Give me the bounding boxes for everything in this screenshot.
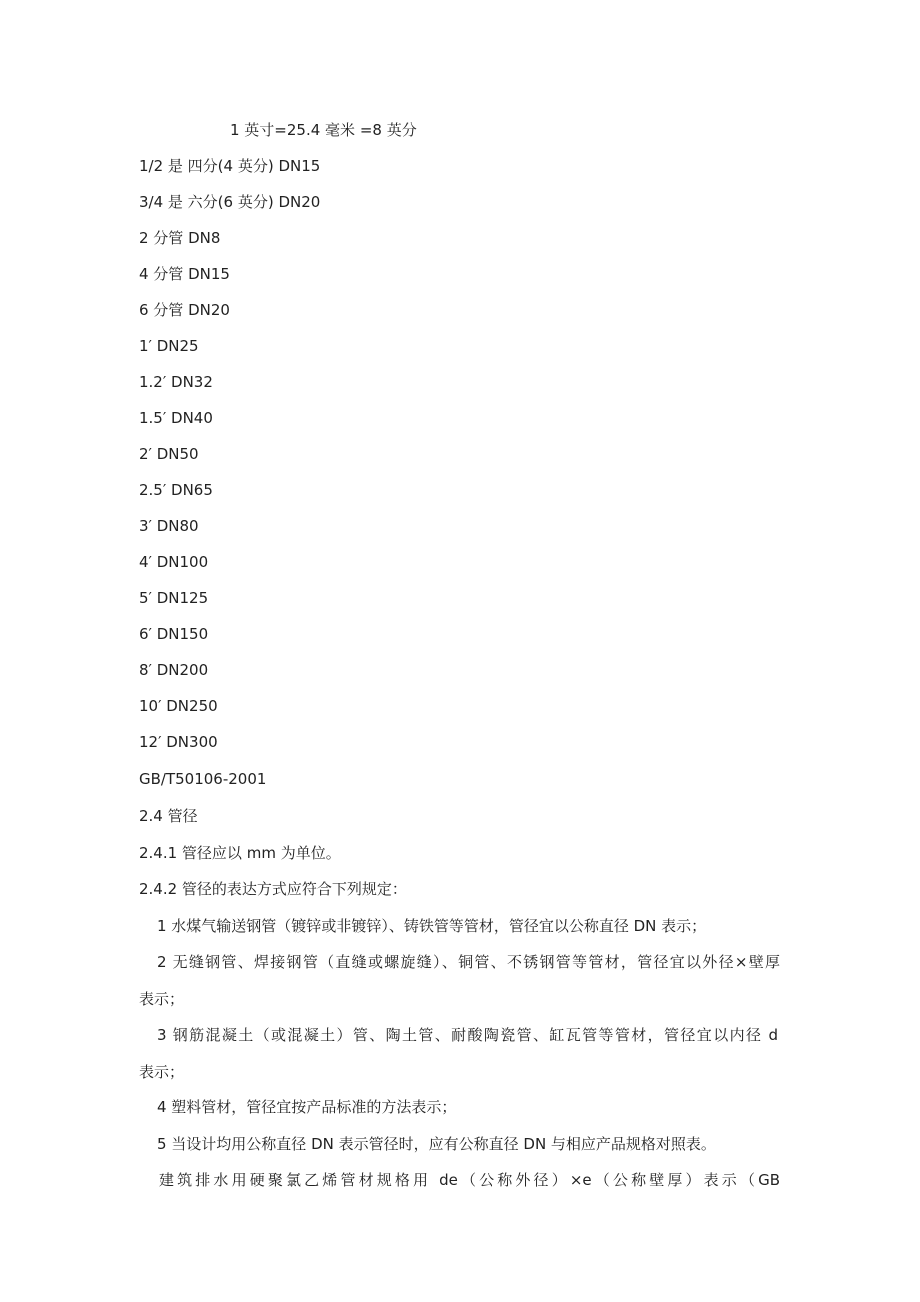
- text-line: 8′ DN200: [139, 661, 209, 679]
- standard-number: GB/T50106-2001: [139, 770, 267, 788]
- text-line: 1.5′ DN40: [139, 409, 213, 427]
- text-line: 6 分管 DN20: [139, 301, 230, 319]
- numbered-item: 2 无缝钢管、焊接钢管（直缝或螺旋缝）、铜管、不锈钢管等管材，管径宜以外径×壁厚: [157, 953, 780, 971]
- text-line: 3/4 是 六分(6 英分) DN20: [139, 193, 321, 211]
- text-line: 5′ DN125: [139, 589, 209, 607]
- conversion-title: 1 英寸=25.4 毫米 =8 英分: [230, 121, 417, 139]
- numbered-item: 1 水煤气输送钢管（镀锌或非镀锌）、铸铁管等管材，管径宜以公称直径 DN 表示；: [157, 917, 707, 935]
- item-continuation: 表示；: [139, 990, 185, 1008]
- section-text: 2.4.2 管径的表达方式应符合下列规定：: [139, 880, 407, 898]
- text-line: 1/2 是 四分(4 英分) DN15: [139, 157, 321, 175]
- text-line: 1′ DN25: [139, 337, 199, 355]
- section-heading: 2.4 管径: [139, 807, 198, 825]
- text-line: 10′ DN250: [139, 697, 218, 715]
- text-line: 6′ DN150: [139, 625, 209, 643]
- numbered-item: 3 钢筋混凝土（或混凝土）管、陶土管、耐酸陶瓷管、缸瓦管等管材，管径宜以内径 d: [157, 1026, 778, 1044]
- section-text: 2.4.1 管径应以 mm 为单位。: [139, 844, 341, 862]
- paragraph-text: 建筑排水用硬聚氯乙烯管材规格用 de（公称外径）×e（公称壁厚）表示（GB: [159, 1171, 780, 1189]
- item-continuation: 表示；: [139, 1063, 185, 1081]
- text-line: 12′ DN300: [139, 733, 218, 751]
- text-line: 2 分管 DN8: [139, 229, 221, 247]
- numbered-item: 5 当设计均用公称直径 DN 表示管径时，应有公称直径 DN 与相应产品规格对照表。: [157, 1135, 716, 1153]
- text-line: 2′ DN50: [139, 445, 199, 463]
- text-line: 2.5′ DN65: [139, 481, 213, 499]
- text-line: 4′ DN100: [139, 553, 209, 571]
- text-line: 3′ DN80: [139, 517, 199, 535]
- text-line: 1.2′ DN32: [139, 373, 213, 391]
- text-line: 4 分管 DN15: [139, 265, 230, 283]
- numbered-item: 4 塑料管材，管径宜按产品标准的方法表示；: [157, 1098, 457, 1116]
